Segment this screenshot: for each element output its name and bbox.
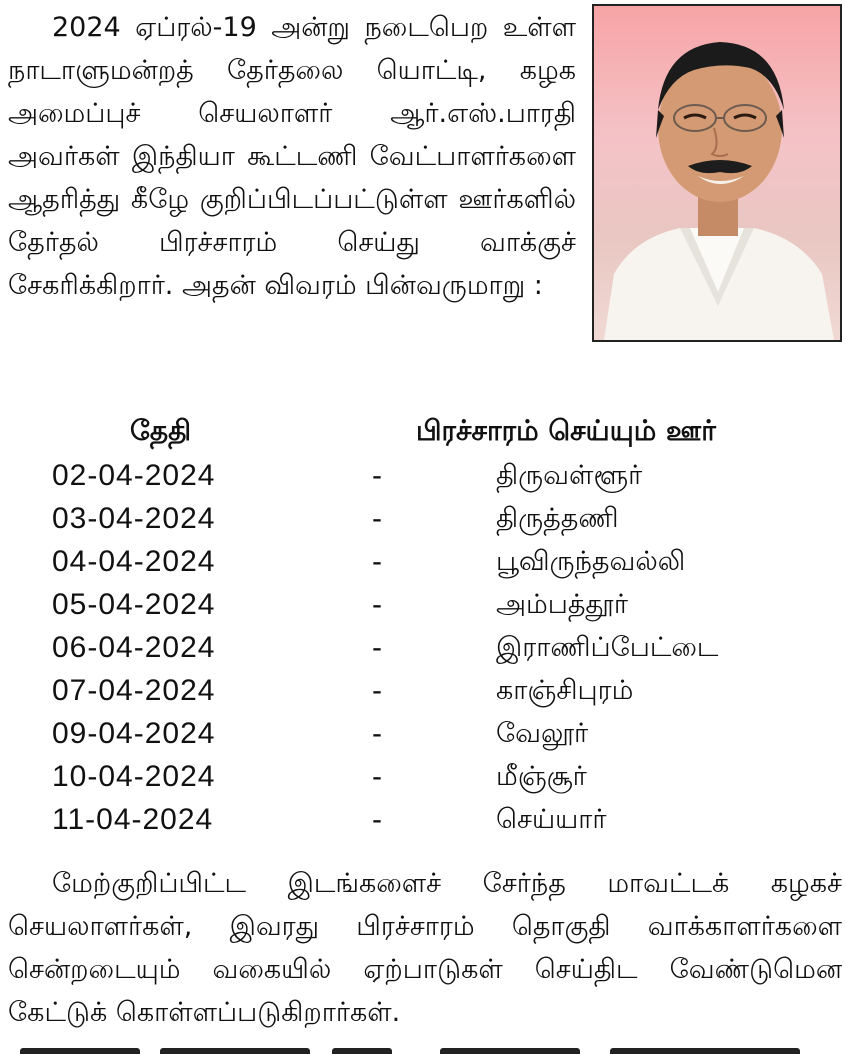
row-place: செய்யார் xyxy=(496,804,607,835)
schedule-table xyxy=(0,454,846,841)
row-date: 09-04-2024 xyxy=(52,717,216,750)
row-date: 11-04-2024 xyxy=(52,803,214,836)
table-row xyxy=(0,798,846,841)
row-place: அம்பத்தூர் xyxy=(496,589,628,620)
row-place: காஞ்சிபுரம் xyxy=(496,675,634,706)
table-row xyxy=(0,626,846,669)
row-date: 05-04-2024 xyxy=(52,588,216,621)
row-date: 02-04-2024 xyxy=(52,459,216,492)
closing-text: மேற்குறிப்பிட்ட இடங்களைச் சேர்ந்த மாவட்டக் கழகச் செயலாளர்கள், இவரது பிரச்சாரம் தொகுதி வாக்காளர்களை சென்றடையும் வகையில் ஏற்பாடுகள் செய்திட வேண்டுமென கேட்டுக் கொள்ளப்படுகிறார்கள். xyxy=(8,868,842,1028)
table-row xyxy=(0,454,846,497)
row-place: திருத்தணி xyxy=(496,503,619,534)
cut-off-text-line xyxy=(20,1044,820,1054)
table-row xyxy=(0,712,846,755)
table-row xyxy=(0,669,846,712)
row-separator: - xyxy=(372,459,382,492)
row-separator: - xyxy=(372,502,382,535)
portrait-photo xyxy=(592,4,842,342)
table-row xyxy=(0,583,846,626)
row-place: இராணிப்பேட்டை xyxy=(496,632,719,663)
row-date: 07-04-2024 xyxy=(52,674,216,707)
portrait-illustration xyxy=(594,6,840,340)
row-date: 10-04-2024 xyxy=(52,760,216,793)
closing-paragraph xyxy=(8,862,842,1034)
row-date: 03-04-2024 xyxy=(52,502,216,535)
row-separator: - xyxy=(372,717,382,750)
row-separator: - xyxy=(372,760,382,793)
row-separator: - xyxy=(372,674,382,707)
schedule-header xyxy=(0,408,846,454)
table-row xyxy=(0,755,846,798)
row-separator: - xyxy=(372,631,382,664)
place-column-header: பிரச்சாரம் செய்யும் ஊர் xyxy=(416,414,716,447)
intro-paragraph xyxy=(8,6,576,307)
row-place: வேலூர் xyxy=(496,718,589,749)
row-separator: - xyxy=(372,545,382,578)
date-column-header: தேதி xyxy=(130,414,192,447)
intro-text: 2024 ஏப்ரல்-19 அன்று நடைபெற உள்ள நாடாளுமன்றத் தேர்தலை யொட்டி, கழக அமைப்புச் செயலாளர் ஆர்.எஸ்.பாரதி அவர்கள் இந்தியா கூட்டணி வேட்பாளர்களை ஆதரித்து கீழே குறிப்பிடப்பட்டுள்ள ஊர்களில் தேர்தல் பிரச்சாரம் செய்து வாக்குச் சேகரிக்கிறார். அதன் விவரம் பின்வருமாறு : xyxy=(8,12,576,301)
row-separator: - xyxy=(372,803,382,836)
row-separator: - xyxy=(372,588,382,621)
row-place: திருவள்ளூர் xyxy=(496,460,643,491)
table-row xyxy=(0,497,846,540)
table-row xyxy=(0,540,846,583)
row-place: பூவிருந்தவல்லி xyxy=(496,546,686,577)
row-date: 04-04-2024 xyxy=(52,545,216,578)
row-place: மீஞ்சூர் xyxy=(496,761,587,792)
row-date: 06-04-2024 xyxy=(52,631,216,664)
